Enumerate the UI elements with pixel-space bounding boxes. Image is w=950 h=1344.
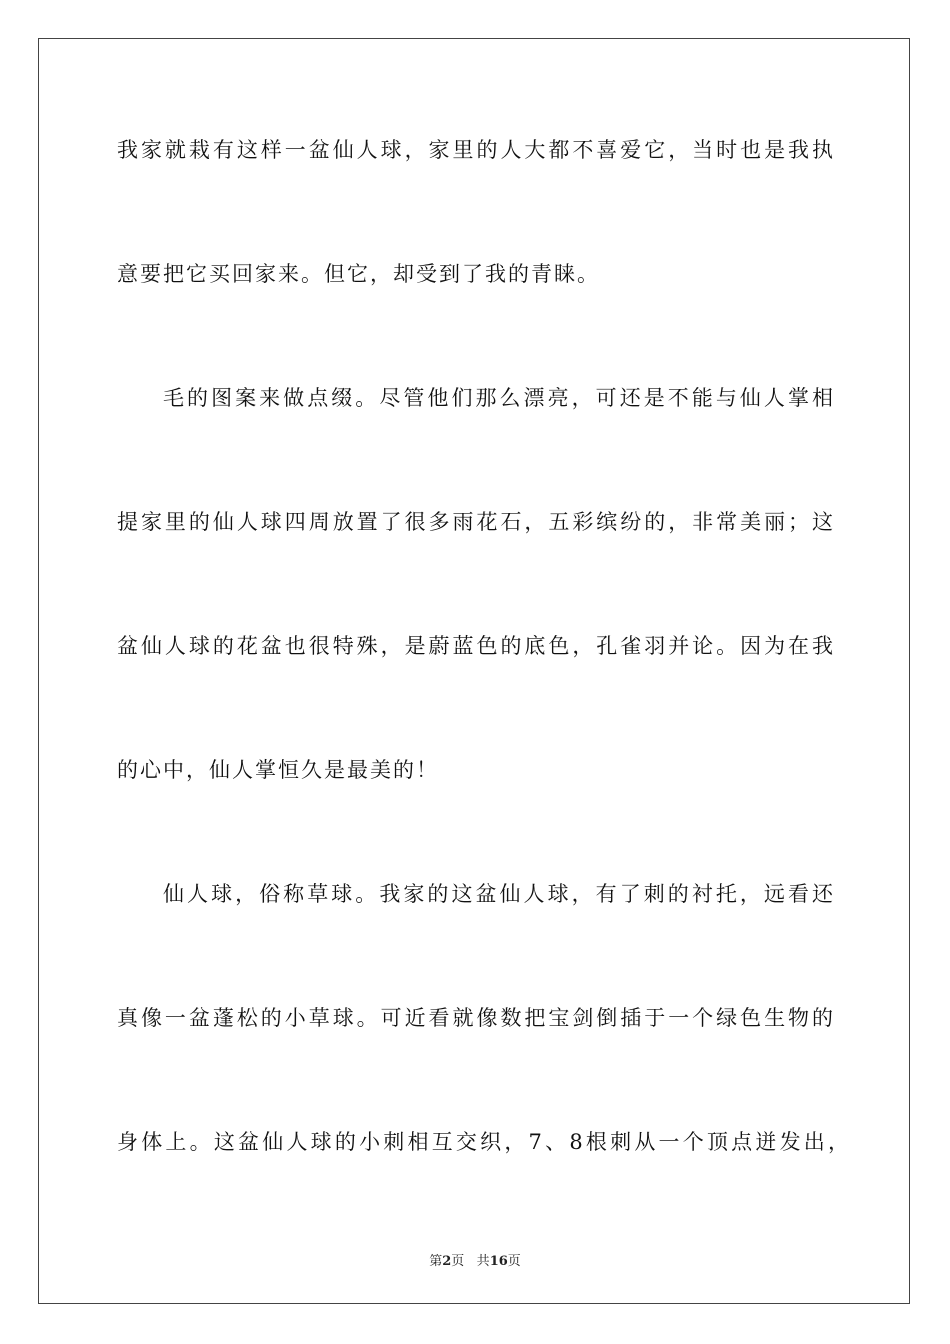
text-line-5: 盆仙人球的花盆也很特殊，是蔚蓝色的底色，孔雀羽并论。因为在我 bbox=[117, 634, 833, 658]
current-page-number: 2 bbox=[442, 1254, 452, 1269]
text-line-9: 身体上。这盆仙人球的小刺相互交织，7、8根刺从一个顶点迸发出， bbox=[117, 1130, 849, 1154]
text-line-6: 的心中，仙人掌恒久是最美的！ bbox=[117, 758, 439, 782]
page-footer bbox=[0, 1250, 950, 1269]
text-line-7: 仙人球，俗称草球。我家的这盆仙人球，有了刺的衬托，远看还 bbox=[163, 882, 833, 906]
text-line-3: 毛的图案来做点缀。尽管他们那么漂亮，可还是不能与仙人掌相 bbox=[163, 386, 833, 410]
page-unit: 页 bbox=[451, 1254, 465, 1269]
page-border bbox=[38, 38, 910, 1304]
text-line-1: 我家就栽有这样一盆仙人球，家里的人大都不喜爱它，当时也是我执 bbox=[117, 138, 833, 162]
text-line-4: 提家里的仙人球四周放置了很多雨花石，五彩缤纷的，非常美丽；这 bbox=[117, 510, 833, 534]
text-line-8: 真像一盆蓬松的小草球。可近看就像数把宝剑倒插于一个绿色生物的 bbox=[117, 1006, 833, 1030]
total-page-count: 16 bbox=[489, 1254, 508, 1269]
page-prefix: 第 bbox=[429, 1254, 443, 1269]
text-line-2: 意要把它买回家来。但它，却受到了我的青睐。 bbox=[117, 262, 600, 286]
total-unit: 页 bbox=[507, 1254, 521, 1269]
total-prefix: 共 bbox=[476, 1254, 490, 1269]
